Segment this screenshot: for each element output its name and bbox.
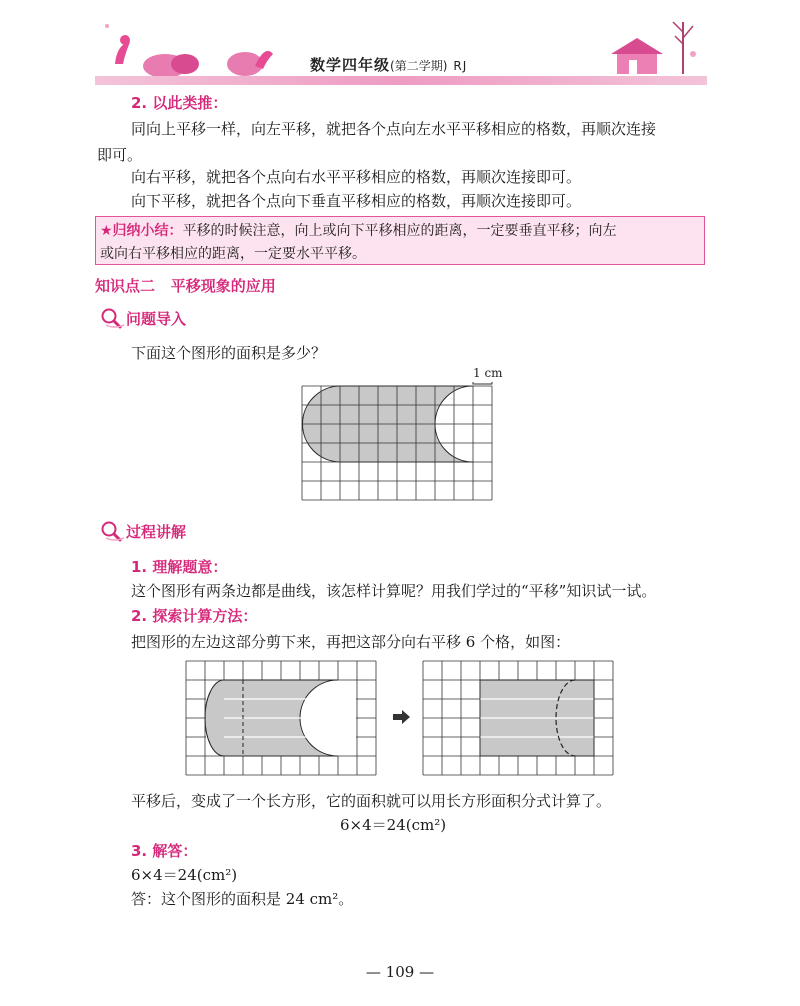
step1-text: 这个图形有两条边都是曲线，该怎样计算呢？用我们学过的“平移”知识试一试。 [131,582,657,600]
summary-label: ★归纳小结： [100,223,183,239]
summary-text-1: 平移的时候注意，向上或向下平移相应的距离，一定要垂直平移；向左 [182,223,617,239]
step2-text: 把图形的左边这部分剪下来，再把这部分向右平移 6 个格，如图： [131,633,571,651]
figure-cut-shape [184,659,380,779]
step2-heading: 2. 探索计算方法： [131,607,258,625]
step3-formula: 6×4＝24(cm²) [131,866,238,884]
header-right-decoration [597,14,707,78]
magnifier-icon [100,307,126,329]
header-title [310,54,467,75]
arrow-right-icon [393,710,411,724]
scale-label: 1 cm [473,366,503,380]
intro-question: 下面这个图形的面积是多少？ [131,344,327,362]
sec1-paragraph-2: 向右平移，就把各个点向右水平平移相应的格数，再顺次连接即可。 [131,168,582,186]
book-title: 数学四年级 [310,56,391,74]
knowledge-point-heading [95,275,276,296]
sec1-paragraph-1-cont: 即可。 [97,146,143,164]
header-band [95,76,707,85]
summary-box [95,216,705,265]
knowledge-point-title: 平移现象的应用 [170,277,276,295]
page-number: — 109 — [365,963,435,981]
knowledge-point-label: 知识点二 [95,277,156,295]
intro-heading: 问题导入 [126,310,187,328]
figure-translated-shape [421,659,617,779]
sec1-paragraph-3: 向下平移，就把各个点向下垂直平移相应的格数，再顺次连接即可。 [131,192,582,210]
summary-line-1 [100,220,617,240]
step3-heading: 3. 解答： [131,842,198,860]
formula-centered: 6×4＝24(cm²) [340,816,447,834]
sec1-paragraph-1: 同向上平移一样，向左平移，就把各个点向左水平平移相应的格数，再顺次连接 [131,120,657,138]
book-term: (第二学期) [390,59,448,73]
header-left-decoration [95,14,275,78]
process-heading: 过程讲解 [126,523,187,541]
book-edition: RJ [453,59,468,73]
magnifier-icon [100,520,126,542]
sec1-heading: 2. 以此类推： [131,94,228,112]
page-header [95,14,707,88]
summary-line-2: 或向右平移相应的距离，一定要水平平移。 [100,246,366,262]
figure-original-shape [295,364,505,506]
step1-heading: 1. 理解题意： [131,558,228,576]
after-translation-text: 平移后，变成了一个长方形，它的面积就可以用长方形面积分式计算了。 [131,792,612,810]
answer-text: 答：这个图形的面积是 24 cm²。 [131,890,354,908]
